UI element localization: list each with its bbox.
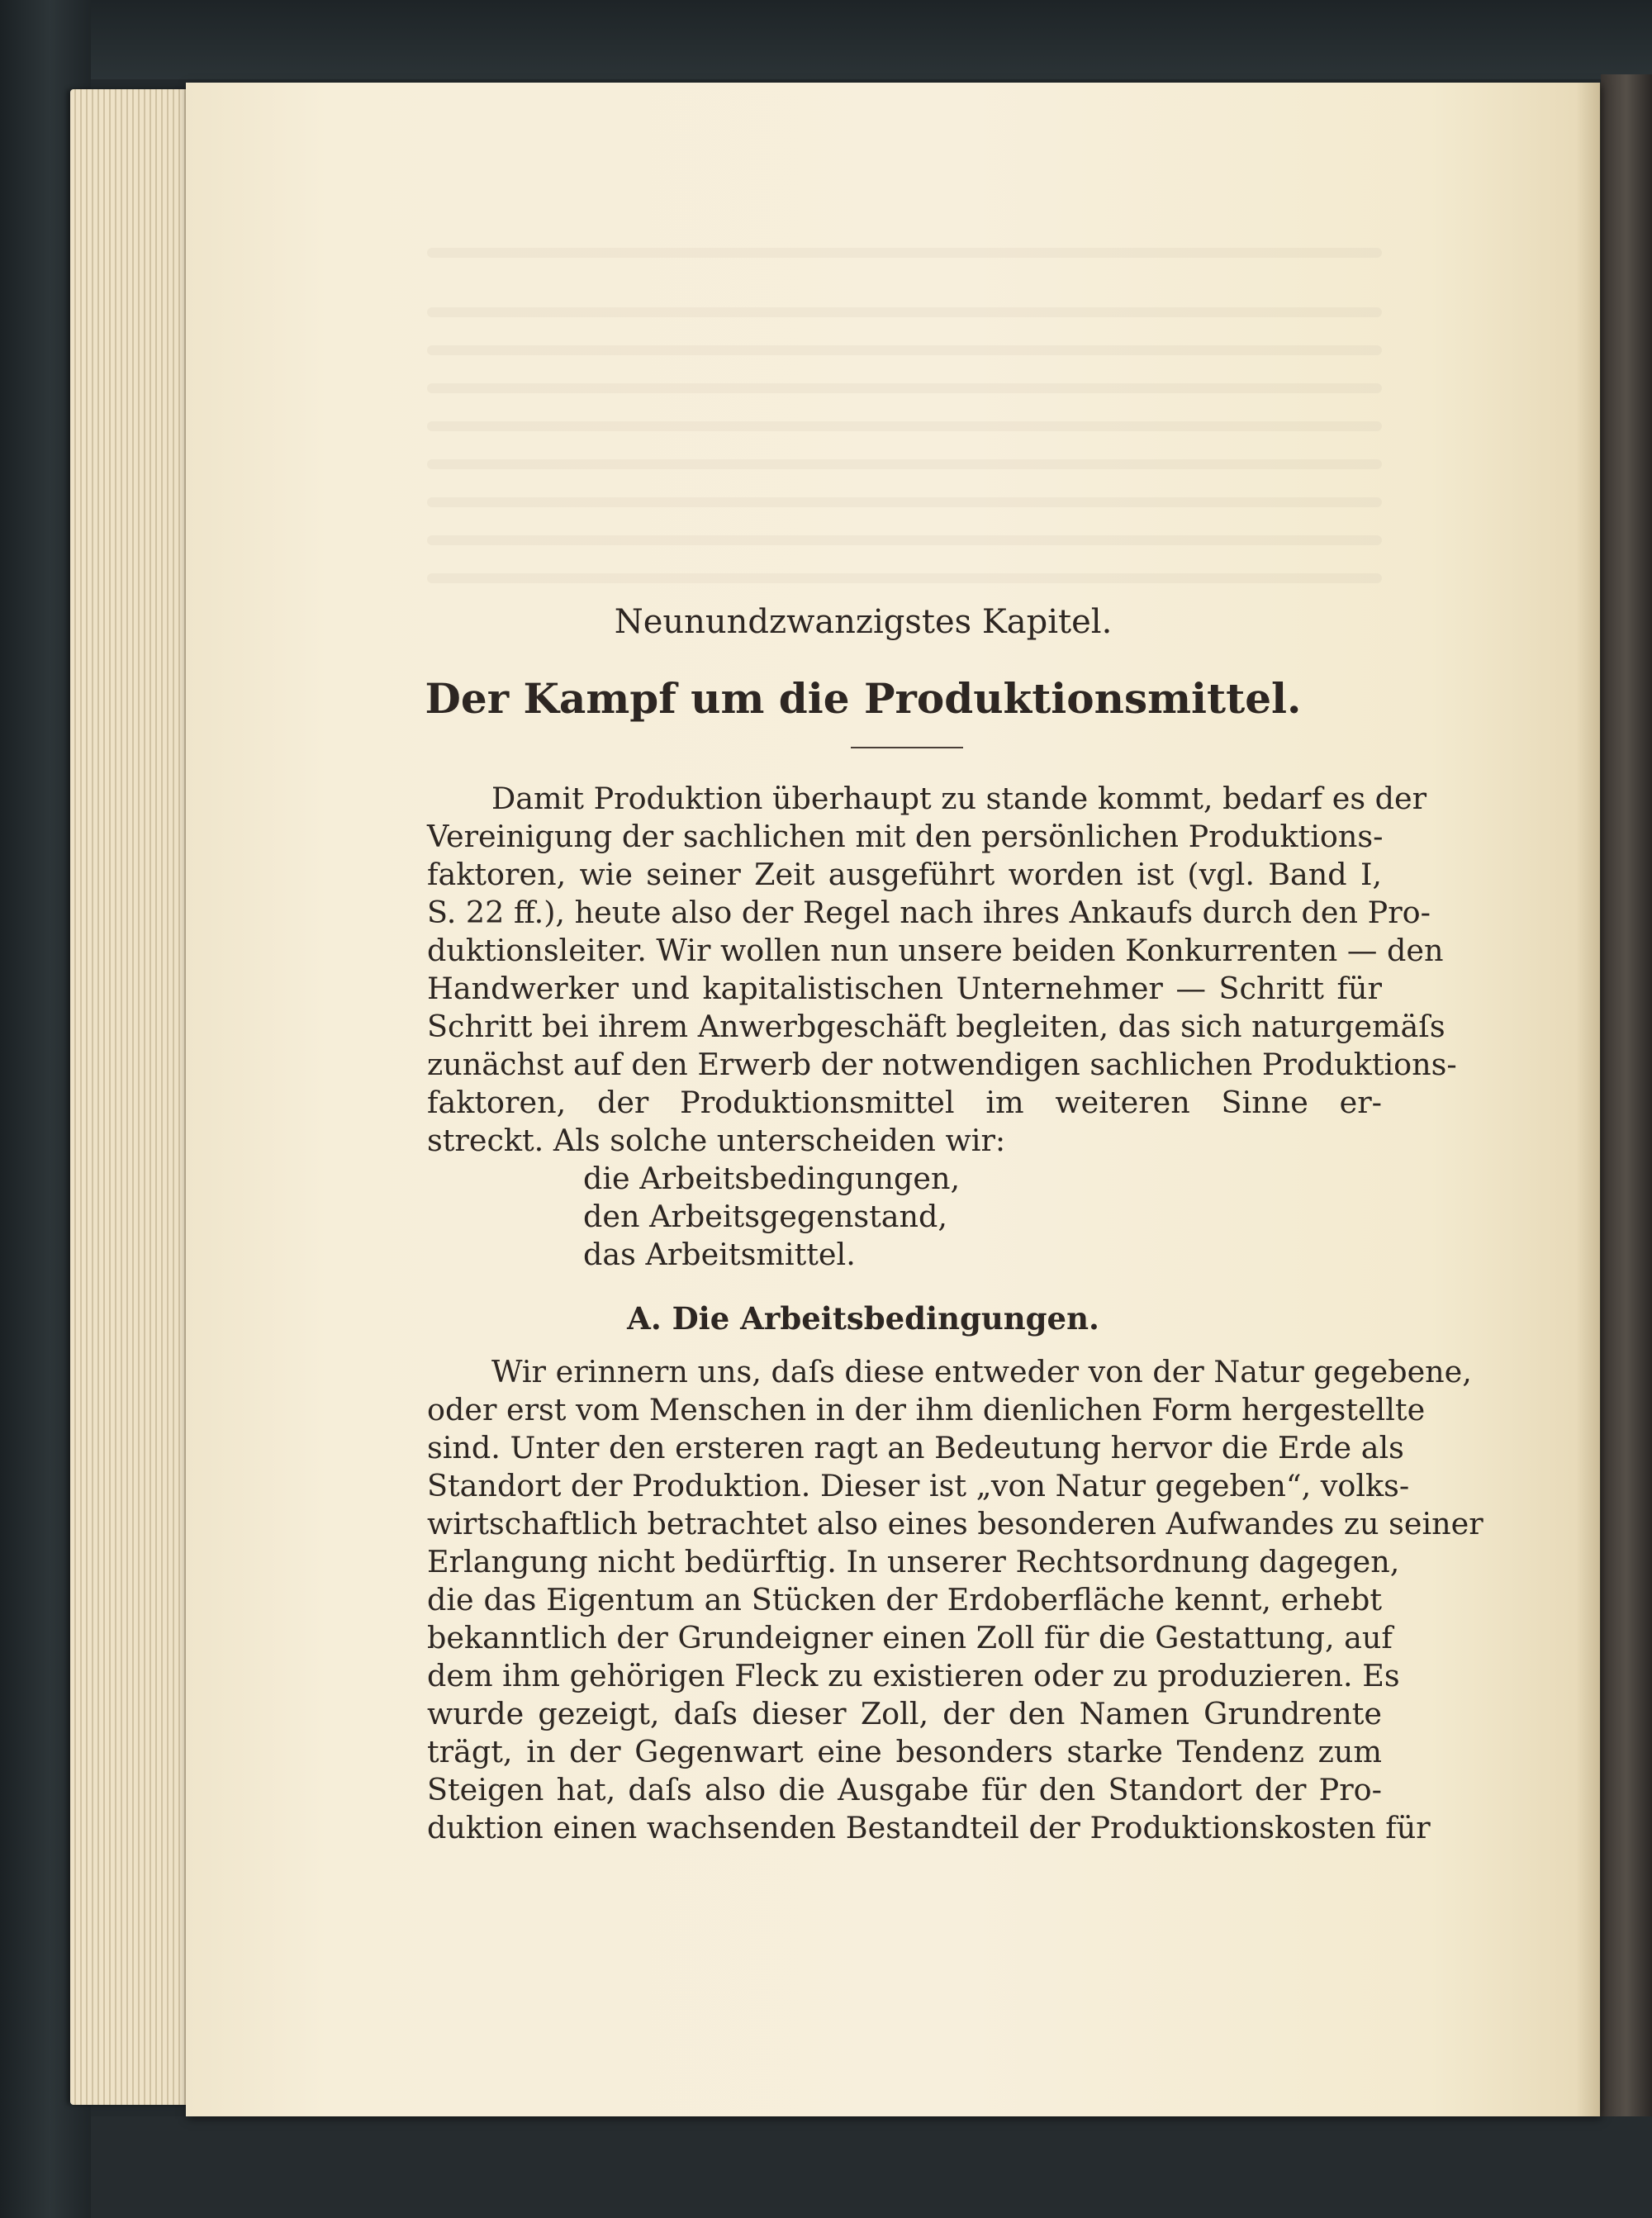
list-item: den Arbeitsgegenstand,: [583, 1199, 947, 1234]
list-item: die Arbeitsbedingungen,: [583, 1161, 961, 1196]
text-line: faktoren, wie seiner Zeit ausgeführt worden ist (vgl. Band I,: [427, 857, 1382, 892]
section-heading: A. Die Arbeitsbedingungen.: [627, 1300, 1099, 1337]
list-item: das Arbeitsmittel.: [583, 1237, 856, 1272]
page-gutter-shadow: [1576, 83, 1601, 2116]
book-cover-top: [0, 0, 1652, 79]
text-line: S. 22 ff.), heute also der Regel nach ihres Ankaufs durch den Pro-: [427, 895, 1431, 930]
text-line: dem ihm gehörigen Fleck zu existieren oder zu produzieren. Es: [427, 1658, 1400, 1693]
text-line: Steigen hat, daſs also die Ausgabe für den Standort der Pro-: [427, 1772, 1382, 1807]
show-through-line: [427, 421, 1382, 431]
text-line: duktionsleiter. Wir wollen nun unsere beiden Konkurrenten — den: [427, 933, 1444, 968]
text-line: sind. Unter den ersteren ragt an Bedeutung hervor die Erde als: [427, 1430, 1404, 1465]
show-through-line: [427, 535, 1382, 545]
chapter-number: Neunundzwanzigstes Kapitel.: [614, 603, 1113, 641]
text-line: Schritt bei ihrem Anwerbgeschäft begleiten, das sich naturgemäſs: [427, 1009, 1446, 1044]
show-through-line: [427, 459, 1382, 469]
text-line: die das Eigentum an Stücken der Erdoberfläche kennt, erhebt: [427, 1582, 1382, 1617]
show-through-line: [427, 383, 1382, 393]
text-line: bekanntlich der Grundeigner einen Zoll für die Gestattung, auf: [427, 1620, 1393, 1655]
text-line: Standort der Produktion. Dieser ist „von Natur gegeben“, volks-: [427, 1468, 1410, 1503]
text-line: streckt. Als solche unterscheiden wir:: [427, 1123, 1006, 1158]
book-cover-right: [1601, 74, 1652, 2156]
text-line: zunächst auf den Erwerb der notwendigen sachlichen Produktions-: [427, 1047, 1457, 1082]
text-line: Damit Produktion überhaupt zu stande kommt, bedarf es der: [491, 781, 1427, 816]
show-through-line: [427, 497, 1382, 507]
show-through-line: [427, 307, 1382, 317]
book-cover-bottom: [91, 2116, 1652, 2218]
title-rule: [851, 747, 963, 748]
text-line: Erlangung nicht bedürftig. In unserer Rechtsordnung dagegen,: [427, 1544, 1400, 1579]
text-line: Wir erinnern uns, daſs diese entweder von der Natur gegebene,: [491, 1354, 1472, 1389]
show-through-line: [427, 573, 1382, 583]
text-line: wirtschaftlich betrachtet also eines besonderen Aufwandes zu seiner: [427, 1506, 1483, 1541]
text-line: trägt, in der Gegenwart eine besonders starke Tendenz zum: [427, 1734, 1382, 1769]
chapter-title: Der Kampf um die Produktionsmittel.: [425, 674, 1302, 723]
text-line: Handwerker und kapitalistischen Unternehmer — Schritt für: [427, 971, 1382, 1006]
text-line: wurde gezeigt, daſs dieser Zoll, der den Namen Grundrente: [427, 1696, 1382, 1731]
show-through-line: [427, 248, 1382, 258]
show-through-line: [427, 345, 1382, 355]
text-line: duktion einen wachsenden Bestandteil der Produktionskosten für: [427, 1810, 1431, 1845]
text-line: Vereinigung der sachlichen mit den persönlichen Produktions-: [427, 819, 1384, 854]
text-line: faktoren, der Produktionsmittel im weiteren Sinne er-: [427, 1085, 1382, 1120]
text-line: oder erst vom Menschen in der ihm dienlichen Form hergestellte: [427, 1392, 1426, 1427]
